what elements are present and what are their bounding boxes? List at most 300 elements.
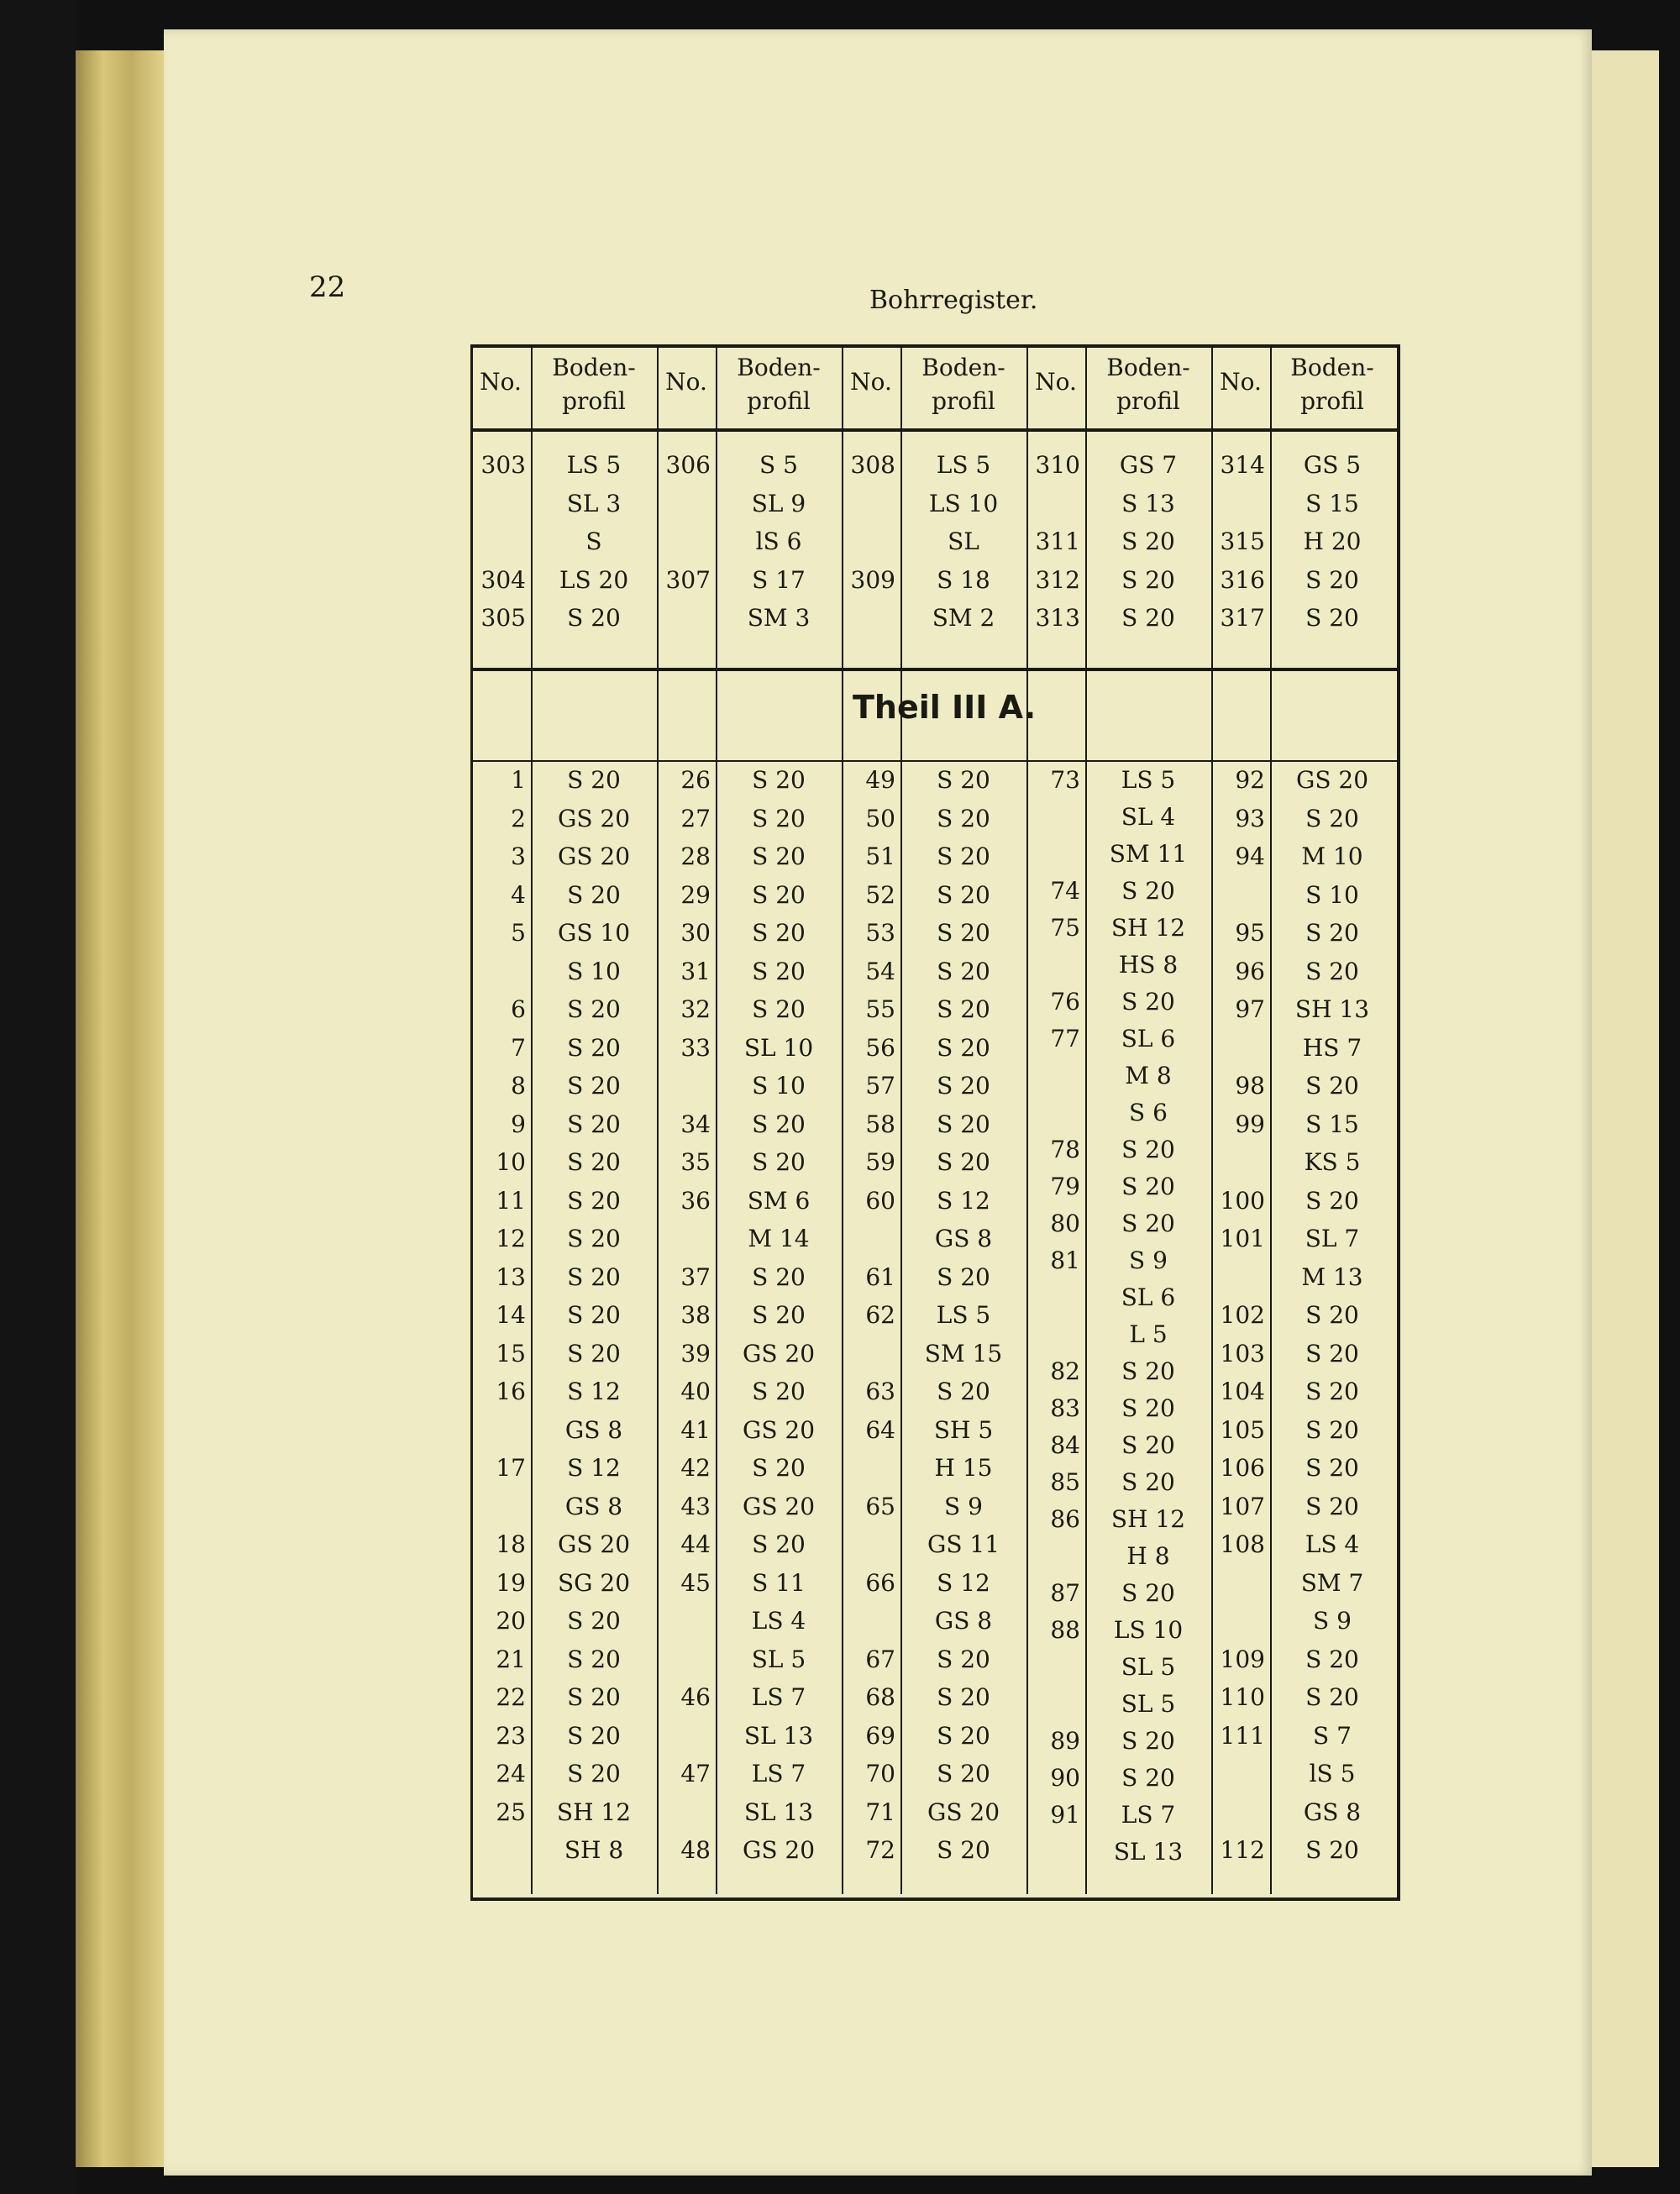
soil-profile: L 5 — [1129, 1320, 1168, 1348]
soil-profile: S 20 — [1121, 1764, 1175, 1792]
soil-profile: S 20 — [1121, 988, 1175, 1016]
soil-profile: lS 6 — [755, 528, 802, 556]
register-number: 7 — [511, 1033, 526, 1062]
register-number: 61 — [865, 1262, 895, 1291]
book-spine — [0, 0, 76, 2194]
header-bodenprofil: Boden- profil — [1106, 354, 1190, 415]
soil-profile: S 20 — [937, 842, 990, 871]
register-number: 55 — [865, 995, 895, 1024]
register-number: 27 — [680, 804, 711, 832]
register-number: 35 — [680, 1148, 711, 1177]
soil-profile: S 20 — [567, 1607, 621, 1635]
register-number: 5 — [511, 919, 526, 947]
register-number: 76 — [1050, 988, 1080, 1016]
soil-profile: GS 11 — [927, 1530, 1000, 1559]
register-number: 50 — [865, 804, 895, 832]
soil-profile: S 20 — [1305, 1492, 1359, 1520]
register-number: 39 — [680, 1339, 711, 1367]
soil-profile: S 20 — [752, 1148, 806, 1177]
register-number: 100 — [1220, 1186, 1265, 1215]
header-no: No. — [665, 368, 707, 396]
soil-profile: GS 20 — [927, 1798, 1000, 1826]
register-number: 64 — [865, 1415, 895, 1444]
soil-profile: GS 20 — [742, 1492, 816, 1520]
register-number: 89 — [1050, 1727, 1080, 1755]
soil-profile: S 20 — [937, 1378, 990, 1406]
soil-profile: S 15 — [1305, 1110, 1359, 1138]
register-number: 49 — [865, 766, 895, 794]
soil-profile: SM 2 — [932, 604, 995, 632]
register-number: 75 — [1050, 914, 1080, 942]
soil-profile: SM 15 — [924, 1339, 1003, 1367]
register-number: 102 — [1220, 1301, 1265, 1330]
soil-profile: S 20 — [752, 1378, 806, 1406]
soil-profile: S 12 — [937, 1568, 990, 1597]
running-title: Bohrregister. — [869, 286, 1038, 315]
soil-profile: S 20 — [752, 766, 806, 794]
register-number: 104 — [1220, 1378, 1265, 1406]
soil-profile: SH 5 — [933, 1415, 994, 1444]
soil-profile: S 10 — [752, 1072, 806, 1100]
register-number: 17 — [496, 1454, 526, 1483]
header-rule — [470, 428, 1398, 432]
register-number: 105 — [1220, 1415, 1265, 1444]
soil-profile: S 20 — [1121, 1579, 1175, 1607]
soil-profile: GS 20 — [557, 804, 631, 832]
register-number: 14 — [496, 1301, 526, 1330]
register-number: 10 — [496, 1148, 526, 1177]
soil-profile: S 20 — [937, 1760, 990, 1788]
soil-profile: SM 11 — [1109, 840, 1188, 868]
soil-profile: S — [585, 528, 602, 556]
register-number: 309 — [850, 565, 895, 594]
register-number: 1 — [511, 766, 526, 794]
soil-profile: S 20 — [937, 957, 990, 985]
register-number: 311 — [1035, 528, 1080, 556]
soil-profile: GS 20 — [742, 1836, 816, 1865]
register-number: 90 — [1050, 1764, 1080, 1792]
soil-profile: S 20 — [567, 1339, 621, 1367]
soil-profile: SL 7 — [1305, 1225, 1360, 1253]
soil-profile: S 10 — [567, 957, 621, 985]
soil-profile: SL 5 — [1121, 1653, 1176, 1681]
soil-profile: LS 5 — [1121, 766, 1176, 794]
soil-profile: HS 8 — [1118, 951, 1179, 979]
register-number: 308 — [850, 451, 895, 479]
soil-profile: S 20 — [567, 604, 621, 632]
soil-profile: S 20 — [937, 1262, 990, 1291]
soil-profile: LS 4 — [1305, 1530, 1360, 1559]
register-number: 312 — [1035, 565, 1080, 594]
register-number: 101 — [1220, 1225, 1265, 1253]
register-number: 303 — [480, 451, 526, 479]
soil-profile: SL 9 — [751, 489, 806, 517]
register-number: 43 — [680, 1492, 711, 1520]
soil-profile: GS 20 — [742, 1339, 816, 1367]
soil-profile: LS 10 — [1113, 1616, 1184, 1644]
soil-profile: SL — [948, 528, 979, 556]
soil-profile: S 17 — [752, 565, 806, 594]
soil-profile: LS 10 — [928, 489, 999, 517]
soil-profile: S 20 — [1121, 528, 1175, 556]
register-number: 314 — [1220, 451, 1265, 479]
soil-profile: SH 12 — [1110, 1505, 1186, 1533]
soil-profile: S 20 — [752, 1262, 806, 1291]
register-number: 82 — [1050, 1357, 1080, 1385]
register-number: 31 — [680, 957, 711, 985]
soil-profile: SL 13 — [1113, 1838, 1184, 1866]
register-number: 77 — [1050, 1025, 1080, 1052]
soil-profile: S 20 — [752, 1301, 806, 1330]
register-number: 40 — [680, 1378, 711, 1406]
register-number: 109 — [1220, 1645, 1265, 1673]
soil-profile: S 6 — [1129, 1099, 1168, 1126]
register-number: 88 — [1050, 1616, 1080, 1644]
soil-profile: S 20 — [752, 1110, 806, 1138]
soil-profile: M 13 — [1301, 1262, 1363, 1291]
soil-profile: S 20 — [937, 1033, 990, 1062]
register-number: 79 — [1050, 1173, 1080, 1200]
register-number: 11 — [496, 1186, 526, 1215]
soil-profile: S 9 — [944, 1492, 983, 1520]
soil-profile: SL 3 — [566, 489, 622, 517]
soil-profile: S 20 — [1121, 1357, 1175, 1385]
register-number: 72 — [865, 1836, 895, 1865]
register-number: 315 — [1220, 528, 1265, 556]
register-number: 24 — [496, 1760, 526, 1788]
soil-profile: LS 7 — [1121, 1801, 1176, 1829]
soil-profile: S 20 — [937, 1072, 990, 1100]
soil-profile: S 20 — [567, 1225, 621, 1253]
soil-profile: SL 4 — [1121, 803, 1176, 831]
register-number: 99 — [1235, 1110, 1265, 1138]
soil-profile: S 20 — [567, 1186, 621, 1215]
register-number: 3 — [511, 842, 526, 871]
soil-profile: S 20 — [1305, 1454, 1359, 1483]
register-number: 29 — [680, 880, 711, 909]
register-number: 111 — [1220, 1721, 1265, 1750]
soil-profile: S 10 — [1305, 880, 1359, 909]
soil-profile: SH 12 — [556, 1798, 632, 1826]
register-number: 60 — [865, 1186, 895, 1215]
register-number: 21 — [496, 1645, 526, 1673]
soil-profile: S 20 — [1305, 1645, 1359, 1673]
soil-profile: S 20 — [937, 1148, 990, 1177]
soil-profile: S 20 — [937, 995, 990, 1024]
soil-profile: S 12 — [567, 1454, 621, 1483]
soil-profile: S 20 — [567, 1301, 621, 1330]
register-number: 306 — [665, 451, 711, 479]
soil-profile: S 20 — [752, 919, 806, 947]
register-number: 313 — [1035, 604, 1080, 632]
register-number: 316 — [1220, 565, 1265, 594]
register-number: 38 — [680, 1301, 711, 1330]
soil-profile: SL 6 — [1121, 1025, 1176, 1052]
soil-profile: S 20 — [937, 804, 990, 832]
soil-profile: S 7 — [1313, 1721, 1352, 1750]
register-number: 87 — [1050, 1579, 1080, 1607]
soil-profile: SL 10 — [743, 1033, 814, 1062]
soil-profile: S 20 — [1121, 1468, 1175, 1496]
soil-profile: S 20 — [1305, 1415, 1359, 1444]
register-number: 8 — [511, 1072, 526, 1100]
register-number: 73 — [1050, 766, 1080, 794]
soil-profile: LS 5 — [936, 451, 991, 479]
soil-profile: GS 8 — [1303, 1798, 1362, 1826]
soil-profile: HS 7 — [1302, 1033, 1362, 1062]
soil-profile: SM 3 — [747, 604, 811, 632]
register-number: 85 — [1050, 1468, 1080, 1496]
register-number: 58 — [865, 1110, 895, 1138]
register-number: 307 — [665, 565, 711, 594]
register-number: 16 — [496, 1378, 526, 1406]
register-number: 33 — [680, 1033, 711, 1062]
register-number: 15 — [496, 1339, 526, 1367]
register-number: 56 — [865, 1033, 895, 1062]
register-number: 20 — [496, 1607, 526, 1635]
soil-profile: LS 7 — [751, 1760, 806, 1788]
soil-profile: GS 8 — [934, 1225, 993, 1253]
soil-profile: SL 5 — [751, 1645, 806, 1673]
soil-profile: S 20 — [1121, 1431, 1175, 1459]
register-number: 310 — [1035, 451, 1080, 479]
soil-profile: S 20 — [567, 1721, 621, 1750]
register-number: 42 — [680, 1454, 711, 1483]
register-number: 317 — [1220, 604, 1265, 632]
register-number: 63 — [865, 1378, 895, 1406]
register-number: 107 — [1220, 1492, 1265, 1520]
soil-profile: S 20 — [567, 1110, 621, 1138]
register-number: 68 — [865, 1683, 895, 1712]
soil-profile: S 20 — [1305, 957, 1359, 985]
soil-profile: S 20 — [567, 1148, 621, 1177]
soil-profile: SG 20 — [557, 1568, 631, 1597]
register-number: 26 — [680, 766, 711, 794]
register-number: 32 — [680, 995, 711, 1024]
register-number: 54 — [865, 957, 895, 985]
soil-profile: S 20 — [1305, 1836, 1359, 1865]
section-rule-top — [470, 668, 1398, 671]
register-number: 52 — [865, 880, 895, 909]
header-no: No. — [850, 368, 892, 396]
register-number: 13 — [496, 1262, 526, 1291]
register-number: 66 — [865, 1568, 895, 1597]
section-rule-bottom — [470, 760, 1398, 762]
register-number: 36 — [680, 1186, 711, 1215]
register-number: 4 — [511, 880, 526, 909]
soil-profile: M 8 — [1125, 1062, 1172, 1089]
register-number: 95 — [1235, 919, 1265, 947]
soil-profile: S 20 — [1305, 804, 1359, 832]
soil-profile: lS 5 — [1309, 1760, 1356, 1788]
register-number: 9 — [511, 1110, 526, 1138]
header-bodenprofil: Boden- profil — [1290, 354, 1374, 415]
soil-profile: S 20 — [1305, 1339, 1359, 1367]
section-title: Theil III A. — [853, 689, 1037, 726]
register-number: 46 — [680, 1683, 711, 1712]
register-number: 44 — [680, 1530, 711, 1559]
soil-profile: S 20 — [937, 1110, 990, 1138]
register-number: 48 — [680, 1836, 711, 1865]
register-number: 103 — [1220, 1339, 1265, 1367]
soil-profile: S 20 — [752, 1454, 806, 1483]
register-number: 57 — [865, 1072, 895, 1100]
header-bodenprofil: Boden- profil — [737, 354, 821, 415]
soil-profile: S 20 — [1305, 919, 1359, 947]
header-bodenprofil: Boden- profil — [921, 354, 1005, 415]
soil-profile: S 20 — [937, 919, 990, 947]
soil-profile: GS 7 — [1119, 451, 1178, 479]
register-number: 34 — [680, 1110, 711, 1138]
register-number: 23 — [496, 1721, 526, 1750]
register-number: 47 — [680, 1760, 711, 1788]
register-number: 96 — [1235, 957, 1265, 985]
register-number: 112 — [1220, 1836, 1265, 1865]
soil-profile: LS 20 — [559, 565, 629, 594]
soil-profile: S 20 — [937, 1645, 990, 1673]
soil-profile: S 20 — [567, 1033, 621, 1062]
soil-profile: SH 13 — [1294, 995, 1370, 1024]
soil-profile: GS 20 — [557, 1530, 631, 1559]
soil-profile: S 9 — [1313, 1607, 1352, 1635]
register-number: 30 — [680, 919, 711, 947]
soil-profile: S 20 — [567, 1645, 621, 1673]
soil-profile: S 20 — [752, 1530, 806, 1559]
register-number: 59 — [865, 1148, 895, 1177]
soil-profile: SL 6 — [1121, 1283, 1176, 1311]
soil-profile: S 20 — [567, 1262, 621, 1291]
soil-profile: S 15 — [1305, 489, 1359, 517]
soil-profile: LS 5 — [566, 451, 622, 479]
soil-profile: GS 20 — [742, 1415, 816, 1444]
soil-profile: S 20 — [567, 880, 621, 909]
soil-profile: S 20 — [1121, 1394, 1175, 1422]
soil-profile: H 8 — [1126, 1542, 1170, 1570]
soil-profile: LS 7 — [751, 1683, 806, 1712]
register-number: 28 — [680, 842, 711, 871]
soil-profile: S 11 — [752, 1568, 806, 1597]
soil-profile: M 10 — [1301, 842, 1363, 871]
page-number: 22 — [309, 270, 346, 304]
register-number: 37 — [680, 1262, 711, 1291]
soil-profile: S 20 — [1121, 1727, 1175, 1755]
soil-profile: S 20 — [937, 880, 990, 909]
soil-profile: H 15 — [934, 1454, 993, 1483]
register-number: 65 — [865, 1492, 895, 1520]
soil-profile: S 20 — [1121, 1136, 1175, 1163]
register-number: 98 — [1235, 1072, 1265, 1100]
register-number: 2 — [511, 804, 526, 832]
soil-profile: SM 7 — [1300, 1568, 1364, 1597]
soil-profile: S 20 — [1121, 1210, 1175, 1237]
soil-profile: S 20 — [1305, 1186, 1359, 1215]
soil-profile: GS 20 — [557, 842, 631, 871]
soil-profile: S 20 — [1121, 1173, 1175, 1200]
register-number: 86 — [1050, 1505, 1080, 1533]
soil-profile: S 20 — [1121, 604, 1175, 632]
register-number: 74 — [1050, 877, 1080, 905]
page-edges — [76, 50, 168, 2167]
soil-profile: SH 12 — [1110, 914, 1186, 942]
soil-profile: S 20 — [1305, 1683, 1359, 1712]
soil-profile: S 20 — [752, 880, 806, 909]
register-number: 106 — [1220, 1454, 1265, 1483]
register-number: 305 — [480, 604, 526, 632]
soil-profile: H 20 — [1303, 528, 1362, 556]
facing-page-edge — [1592, 50, 1659, 2167]
soil-profile: S 13 — [1121, 489, 1175, 517]
register-number: 53 — [865, 919, 895, 947]
soil-profile: LS 5 — [936, 1301, 991, 1330]
soil-profile: KS 5 — [1304, 1148, 1361, 1177]
soil-profile: SH 8 — [564, 1836, 624, 1865]
register-number: 84 — [1050, 1431, 1080, 1459]
register-number: 97 — [1235, 995, 1265, 1024]
soil-profile: LS 4 — [751, 1607, 806, 1635]
soil-profile: S 20 — [937, 1836, 990, 1865]
header-no: No. — [480, 368, 522, 396]
soil-profile: S 20 — [1305, 604, 1359, 632]
register-number: 19 — [496, 1568, 526, 1597]
register-number: 18 — [496, 1530, 526, 1559]
register-number: 22 — [496, 1683, 526, 1712]
soil-profile: S 20 — [752, 842, 806, 871]
register-number: 41 — [680, 1415, 711, 1444]
register-number: 91 — [1050, 1801, 1080, 1829]
soil-profile: S 20 — [567, 1683, 621, 1712]
soil-profile: S 20 — [1121, 877, 1175, 905]
soil-profile: S 20 — [752, 957, 806, 985]
soil-profile: S 20 — [1121, 565, 1175, 594]
soil-profile: SM 6 — [747, 1186, 811, 1215]
soil-profile: S 12 — [567, 1378, 621, 1406]
header-bodenprofil: Boden- profil — [552, 354, 636, 415]
register-number: 67 — [865, 1645, 895, 1673]
register-number: 108 — [1220, 1530, 1265, 1559]
register-number: 71 — [865, 1798, 895, 1826]
register-number: 81 — [1050, 1247, 1080, 1274]
soil-profile: S 20 — [1305, 565, 1359, 594]
soil-profile: S 20 — [567, 766, 621, 794]
soil-profile: GS 8 — [564, 1492, 623, 1520]
soil-profile: S 20 — [937, 1721, 990, 1750]
soil-profile: S 20 — [1305, 1378, 1359, 1406]
soil-profile: S 5 — [759, 451, 798, 479]
soil-profile: S 9 — [1129, 1247, 1168, 1274]
register-number: 92 — [1235, 766, 1265, 794]
soil-profile: S 20 — [752, 804, 806, 832]
soil-profile: GS 5 — [1303, 451, 1362, 479]
soil-profile: SL 13 — [743, 1721, 814, 1750]
soil-profile: S 20 — [937, 766, 990, 794]
soil-profile: S 20 — [567, 1072, 621, 1100]
register-number: 45 — [680, 1568, 711, 1597]
header-no: No. — [1035, 368, 1077, 396]
soil-profile: GS 20 — [1295, 766, 1369, 794]
register-number: 94 — [1235, 842, 1265, 871]
soil-profile: M 14 — [748, 1225, 810, 1253]
soil-profile: S 20 — [567, 995, 621, 1024]
header-no: No. — [1220, 368, 1262, 396]
register-number: 25 — [496, 1798, 526, 1826]
soil-profile: S 12 — [937, 1186, 990, 1215]
register-number: 51 — [865, 842, 895, 871]
soil-profile: S 20 — [937, 1683, 990, 1712]
soil-profile: GS 10 — [557, 919, 631, 947]
soil-profile: SL 13 — [743, 1798, 814, 1826]
register-number: 110 — [1220, 1683, 1265, 1712]
register-number: 304 — [480, 565, 526, 594]
